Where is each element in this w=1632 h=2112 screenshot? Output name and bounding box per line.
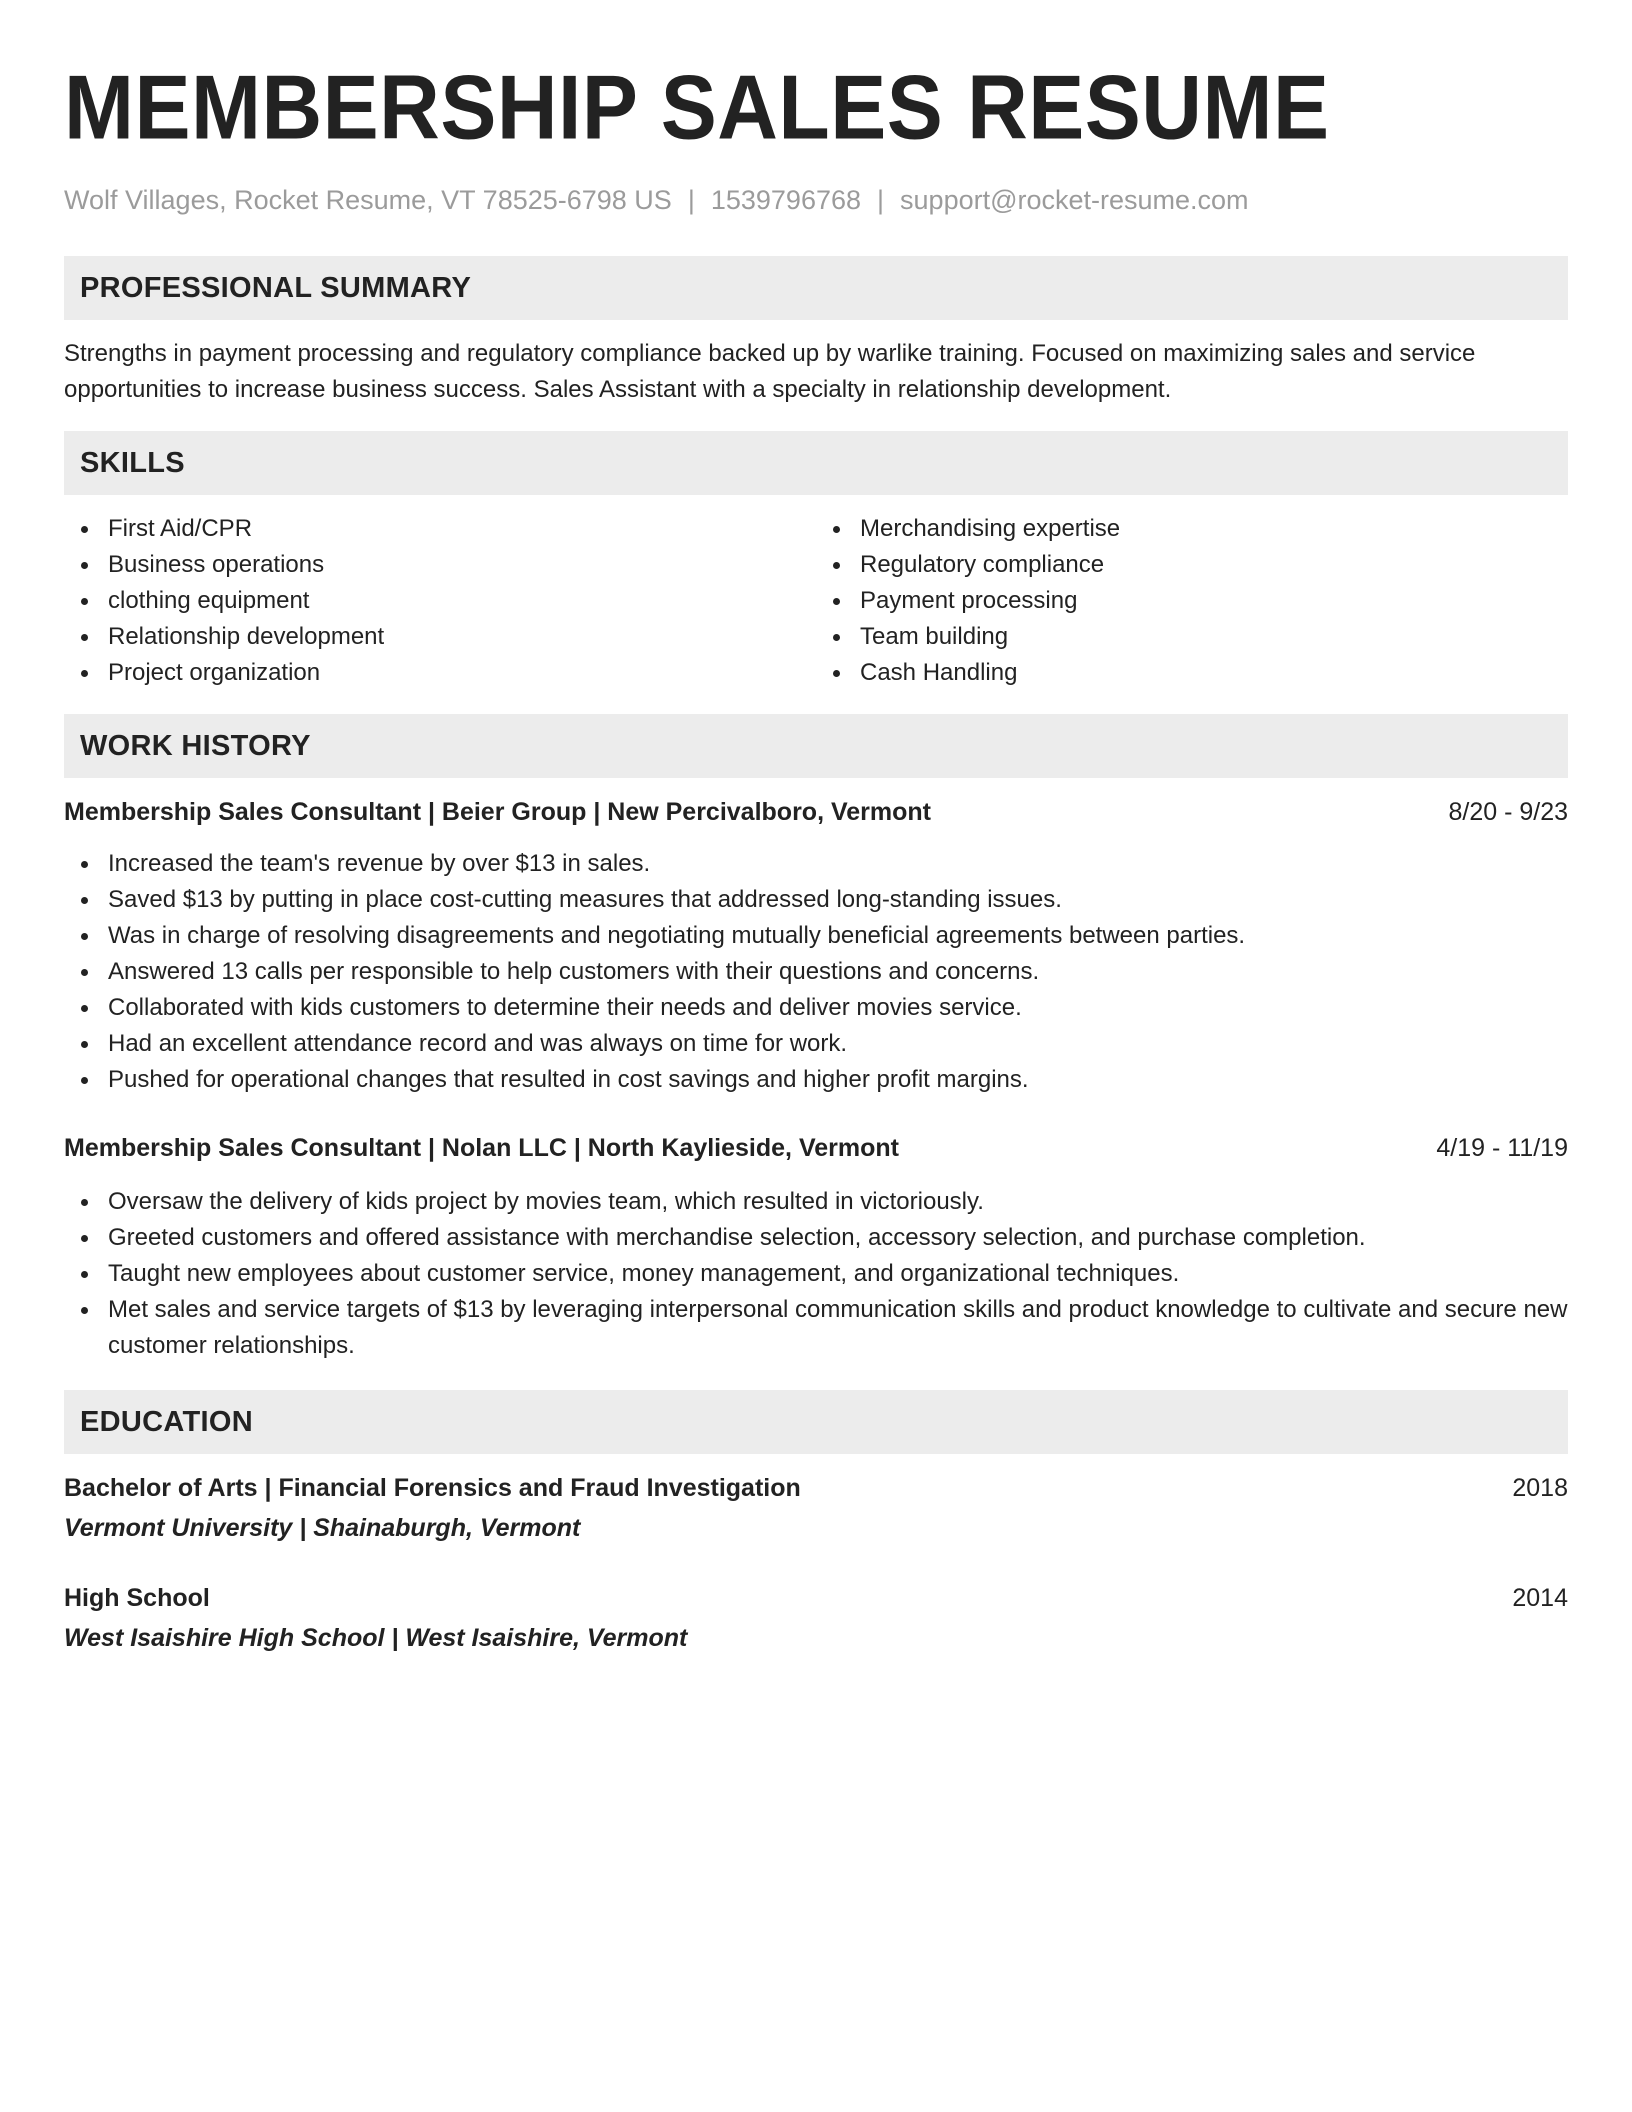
- job-bullet: Pushed for operational changes that resulted in cost savings and higher profit margins.: [64, 1062, 1568, 1098]
- skills-column-right: [816, 511, 1568, 691]
- skill-item: Project organization: [64, 655, 816, 691]
- education-degree: High School: [64, 1584, 210, 1612]
- skills-column-left: [64, 511, 816, 691]
- job-dates: 4/19 - 11/19: [1436, 1134, 1568, 1162]
- contact-separator: |: [687, 185, 695, 215]
- job-bullet: Increased the team's revenue by over $13 in sales.: [64, 846, 1568, 882]
- skill-item: clothing equipment: [64, 583, 816, 619]
- education-header: [64, 1580, 1568, 1616]
- skill-item: Team building: [816, 619, 1568, 655]
- skill-item: Business operations: [64, 547, 816, 583]
- job-title: Membership Sales Consultant | Beier Group | New Percivalboro, Vermont: [64, 798, 931, 826]
- education-header: [64, 1470, 1568, 1506]
- section-heading-summary: PROFESSIONAL SUMMARY: [64, 256, 1568, 320]
- section-heading-skills: SKILLS: [64, 431, 1568, 495]
- job-bullet: Collaborated with kids customers to determine their needs and deliver movies service.: [64, 990, 1568, 1026]
- education-year: 2014: [1512, 1584, 1568, 1612]
- job-bullet: Saved $13 by putting in place cost-cutting measures that addressed long-standing issues.: [64, 882, 1568, 918]
- skill-item: First Aid/CPR: [64, 511, 816, 547]
- skill-item: Payment processing: [816, 583, 1568, 619]
- job-bullet: Was in charge of resolving disagreements and negotiating mutually beneficial agreements between parties.: [64, 918, 1568, 954]
- skill-item: Relationship development: [64, 619, 816, 655]
- education-school: West Isaishire High School | West Isaishire, Vermont: [64, 1624, 688, 1652]
- education-degree: Bachelor of Arts | Financial Forensics and Fraud Investigation: [64, 1474, 801, 1502]
- job-entry: [64, 794, 1568, 1098]
- education-entry: [64, 1580, 1568, 1656]
- education-school: Vermont University | Shainaburgh, Vermont: [64, 1514, 581, 1542]
- job-entry: [64, 1130, 1568, 1364]
- summary-text: Strengths in payment processing and regulatory compliance backed up by warlike training. Focused on maximizing sales and service opportunities to increase business success. Sales Assistant with a specialty in relationship development.: [64, 340, 1476, 403]
- skill-item: Cash Handling: [816, 655, 1568, 691]
- contact-phone: 1539796768: [710, 185, 862, 215]
- contact-email[interactable]: support@rocket-resume.com: [900, 185, 1249, 215]
- job-bullet: Had an excellent attendance record and was always on time for work.: [64, 1026, 1568, 1062]
- skill-item: Regulatory compliance: [816, 547, 1568, 583]
- skills-list: [64, 511, 1568, 691]
- contact-separator: |: [877, 185, 885, 215]
- job-title: Membership Sales Consultant | Nolan LLC | North Kaylieside, Vermont: [64, 1134, 899, 1162]
- job-bullet: Oversaw the delivery of kids project by movies team, which resulted in victoriously.: [64, 1184, 1568, 1220]
- job-header: [64, 794, 1568, 830]
- contact-address: Wolf Villages, Rocket Resume, VT 78525-6798 US: [64, 185, 672, 215]
- contact-line: [64, 184, 1568, 216]
- education-entry: [64, 1470, 1568, 1546]
- section-heading-education: EDUCATION: [64, 1390, 1568, 1454]
- job-bullet: Met sales and service targets of $13 by leveraging interpersonal communication skills and product knowledge to cultivate and secure new customer relationships.: [64, 1292, 1568, 1364]
- job-header: [64, 1130, 1568, 1166]
- job-bullet: Greeted customers and offered assistance with merchandise selection, accessory selection, and purchase completion.: [64, 1220, 1568, 1256]
- job-bullets: [64, 846, 1568, 1098]
- job-dates: 8/20 - 9/23: [1448, 798, 1568, 826]
- education-year: 2018: [1512, 1474, 1568, 1502]
- job-bullet: Answered 13 calls per responsible to help customers with their questions and concerns.: [64, 954, 1568, 990]
- skill-item: Merchandising expertise: [816, 511, 1568, 547]
- job-bullet: Taught new employees about customer service, money management, and organizational techniques.: [64, 1256, 1568, 1292]
- resume-title: MEMBERSHIP SALES RESUME: [64, 56, 1330, 159]
- section-heading-work: WORK HISTORY: [64, 714, 1568, 778]
- job-bullets: [64, 1184, 1568, 1364]
